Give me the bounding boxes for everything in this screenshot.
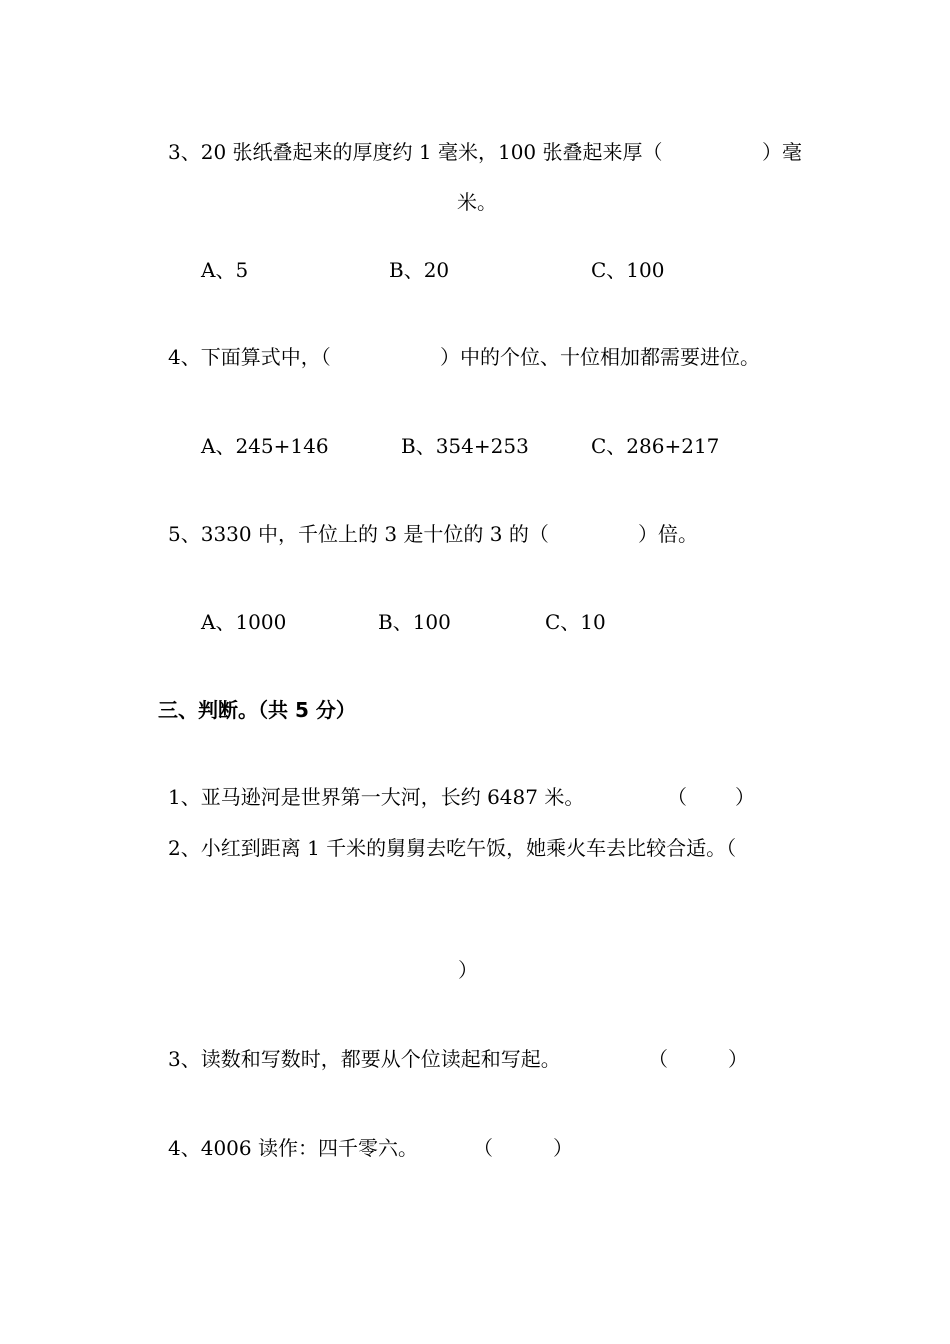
q3-option-a: A、5 (201, 258, 249, 282)
judgment-item-4-close: ） (553, 1136, 573, 1160)
judgment-item-1: 1、亚马逊河是世界第一大河，长约 6487 米。 (168, 785, 585, 809)
judgment-item-3: 3、读数和写数时，都要从个位读起和写起。 (168, 1047, 561, 1071)
judgment-item-1-close: ） (735, 785, 755, 809)
judgment-item-1-open: （ (667, 785, 687, 809)
q4-option-b: B、354+253 (401, 434, 529, 458)
judgment-item-4-open: （ (473, 1136, 493, 1160)
q4-stem: 4、下面算式中，（ (168, 345, 331, 369)
q3-option-b: B、20 (389, 258, 450, 282)
q4-option-a: A、245+146 (201, 434, 329, 458)
judgment-item-2-close: ） (458, 958, 478, 982)
q5-option-c: C、10 (545, 610, 606, 634)
q5-option-b: B、100 (378, 610, 451, 634)
judgment-item-3-close: ） (728, 1047, 748, 1071)
judgment-item-3-open: （ (648, 1047, 668, 1071)
judgment-item-4: 4、4006 读作：四千零六。 (168, 1136, 418, 1160)
q5-stem: 5、3330 中，千位上的 3 是十位的 3 的（ (168, 522, 549, 546)
q4-option-c: C、286+217 (591, 434, 720, 458)
q3-stem-continuation: 米。 (457, 190, 497, 214)
q4-stem-close: ）中的个位、十位相加都需要进位。 (440, 345, 760, 369)
judgment-item-2: 2、小红到距离 1 千米的舅舅去吃午饭，她乘火车去比较合适。（ (168, 836, 737, 860)
section-heading: 三、判断。（共 5 分） (158, 698, 356, 722)
q5-stem-close: ）倍。 (638, 522, 698, 546)
q3-stem-close: ）毫 (762, 140, 802, 164)
q5-option-a: A、1000 (201, 610, 287, 634)
q3-option-c: C、100 (591, 258, 665, 282)
q3-stem: 3、20 张纸叠起来的厚度约 1 毫米，100 张叠起来厚（ (168, 140, 663, 164)
